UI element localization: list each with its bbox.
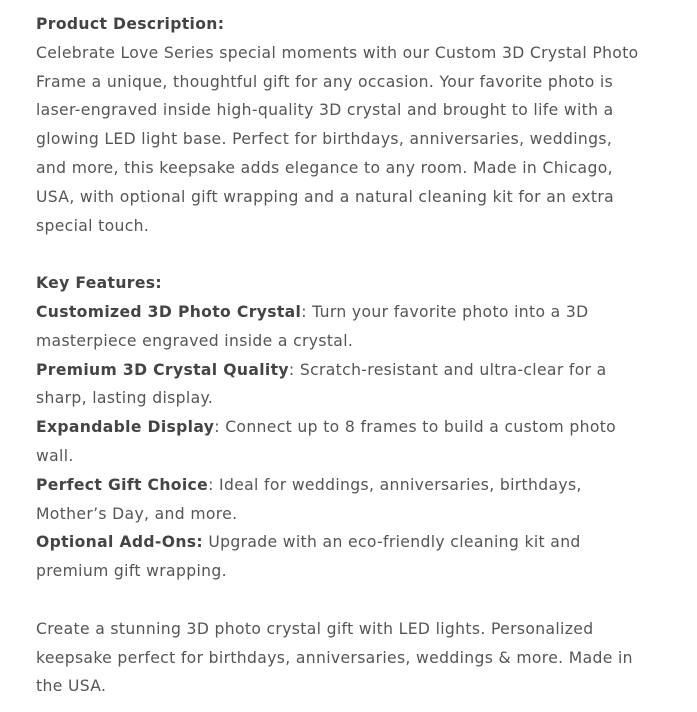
feature-item [36, 471, 642, 529]
feature-name: Premium 3D Crystal Quality [36, 360, 289, 379]
feature-separator: : [208, 475, 214, 494]
feature-name: Perfect Gift Choice [36, 475, 209, 494]
summary-text: Create a stunning 3D photo crystal gift with LED lights. Personalized keepsake perfect for birthdays, anniversaries, weddings & more. Made in the USA. [36, 619, 633, 696]
feature-item [36, 413, 642, 471]
feature-name: Customized 3D Photo Crystal [36, 302, 302, 321]
feature-separator: : [301, 302, 307, 321]
feature-text: Ideal for weddings, anniversaries, birthdays, Mother’s Day, and more. [36, 475, 582, 523]
feature-text: Turn your favorite photo into a 3D masterpiece engraved inside a crystal. [36, 302, 589, 350]
feature-separator: : [288, 360, 295, 379]
feature-text: Upgrade with an eco-friendly cleaning kit and premium gift wrapping. [36, 533, 581, 581]
feature-item [36, 528, 642, 586]
product-description-heading: Product Description: [36, 15, 225, 33]
feature-item [36, 298, 642, 356]
section-spacer [36, 240, 642, 269]
feature-name: Optional Add-Ons: [36, 533, 204, 552]
feature-text: Connect up to 8 frames to build a custom photo wall. [36, 418, 617, 465]
feature-item [36, 356, 642, 414]
feature-name: Expandable Display [36, 418, 215, 437]
product-description-section [36, 10, 642, 701]
feature-separator: : [214, 418, 220, 437]
feature-text: Scratch-resistant and ultra-clear for a sharp, lasting display. [36, 360, 607, 408]
key-features-heading: Key Features: [36, 274, 162, 293]
product-description-body: Celebrate Love Series special moments with our Custom 3D Crystal Photo Frame a unique, thoughtful gift for any occasion. Your favorite photo is laser-engraved inside high-quality 3D crystal and brought to life with a glowing LED light base. Perfect for birthdays, anniversaries, weddings, and more, this keepsake adds elegance to any room. Made in Chicago, USA, with optional gift wrapping and a natural cleaning kit for an extra special touch. [36, 43, 639, 235]
section-spacer [36, 586, 642, 615]
